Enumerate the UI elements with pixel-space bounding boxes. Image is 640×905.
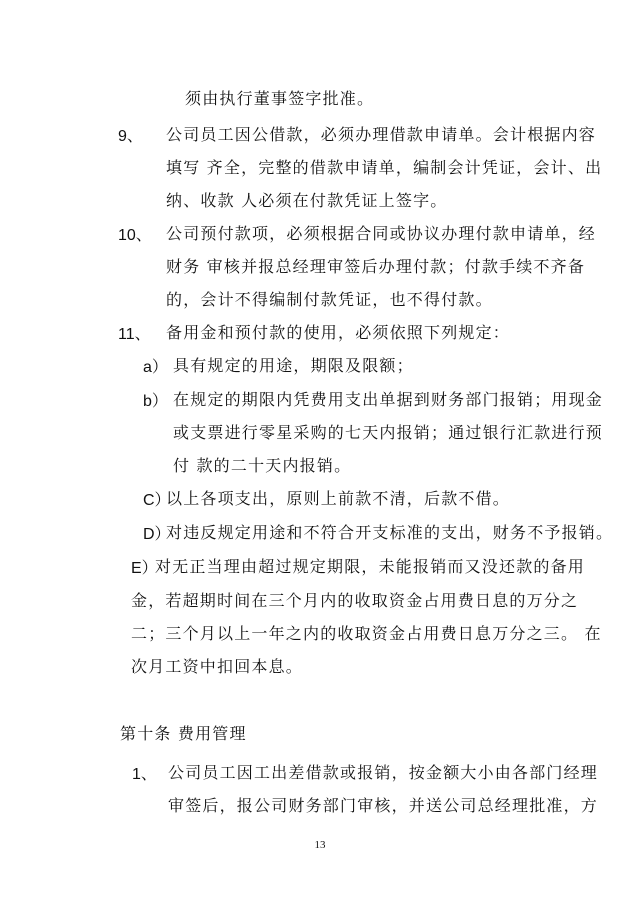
subitem-text-line: 对无正当理由超过规定期限，未能报销而又没还款的备用 [155, 557, 586, 576]
item-number: 10、 [118, 227, 152, 244]
subitem-text-line: 付 款的二十天内报销。 [173, 456, 352, 475]
section-item-text-line: 公司员工因工出差借款或报销，按金额大小由各部门经理 [168, 763, 599, 782]
subitem-label: b） [143, 393, 168, 410]
section-heading: 第十条 费用管理 [120, 724, 247, 743]
item-text-line: 公司员工因公借款，必须办理借款申请单。会计根据内容 [166, 125, 597, 144]
section-item-text-line: 审签后，报公司财务部门审核，并送公司总经理批准，方 [168, 796, 599, 815]
item-text-line: 的，会计不得编制付款凭证，也不得付款。 [166, 290, 493, 309]
item-number: 9、 [118, 128, 143, 145]
subitem-label: C） [143, 492, 171, 509]
subitem-text-line: 二；三个月以上一年之内的收取资金占用费日息万分之三。 在 [131, 624, 602, 643]
item-text-line: 公司预付款项，必须根据合同或协议办理付款申请单，经 [166, 224, 597, 243]
subitem-text-line: 次月工资中扣回本息。 [131, 657, 304, 676]
subitem-label: D） [143, 526, 171, 543]
subitem-text-line: 或支票进行零星采购的七天内报销；通过银行汇款进行预 [173, 423, 604, 442]
item-text-line: 填写 齐全，完整的借款申请单，编制会计凭证，会计、出 [166, 158, 603, 177]
item-text-line: 备用金和预付款的使用，必须依照下列规定： [166, 323, 511, 342]
subitem-text-line: 在规定的期限内凭费用支出单据到财务部门报销；用现金 [173, 390, 604, 409]
subitem-text-line: 对违反规定用途和不符合开支标准的支出，财务不予报销。 [166, 523, 614, 542]
continuation-line: 须由执行董事签字批准。 [185, 89, 375, 108]
item-text-line: 纳、收款 人必须在付款凭证上签字。 [166, 191, 448, 210]
item-text-line: 财务 审核并报总经理审签后办理付款；付款手续不齐备 [166, 257, 586, 276]
item-number: 11、 [118, 326, 151, 343]
subitem-text-line: 以上各项支出，原则上前款不清，后款不借。 [166, 489, 511, 508]
section-item-number: 1、 [132, 766, 157, 783]
subitem-text-line: 金，若超期时间在三个月内的收取资金占用费日息的万分之 [131, 591, 579, 610]
subitem-text-line: 具有规定的用途，期限及限额； [173, 356, 414, 375]
subitem-label: E） [131, 560, 158, 577]
page-number: 13 [314, 839, 326, 851]
subitem-label: a） [143, 359, 168, 376]
